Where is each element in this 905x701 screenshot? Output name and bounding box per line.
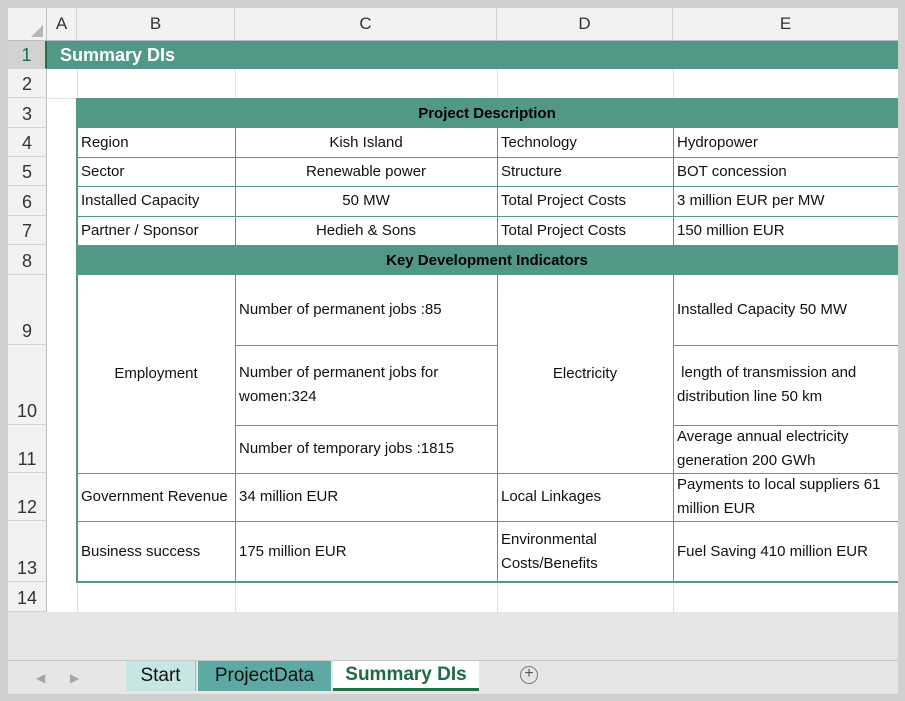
table-border [76, 98, 78, 583]
column-header-c[interactable]: C [235, 8, 497, 41]
table-border [673, 275, 674, 582]
row-header-3[interactable]: 3 [8, 98, 47, 128]
partner-sponsor-label[interactable]: Partner / Sponsor [81, 221, 199, 239]
kdi-header[interactable]: Key Development Indicators [76, 245, 898, 275]
row-header-11[interactable]: 11 [8, 425, 47, 473]
business-success-label[interactable]: Business success [81, 542, 201, 560]
environmental-label[interactable]: Environmental Costs/Benefits [501, 530, 598, 572]
sheet-background [8, 612, 898, 662]
total-project-costs-label[interactable]: Total Project Costs [501, 192, 627, 209]
row-header-8[interactable]: 8 [8, 245, 47, 275]
jobs-temporary[interactable]: Number of temporary jobs :1815 [239, 440, 455, 457]
table-border [673, 425, 898, 426]
electricity-label[interactable]: Electricity [552, 365, 618, 382]
row-header-13[interactable]: 13 [8, 521, 47, 582]
table-border [76, 473, 898, 474]
add-sheet-plus-icon[interactable]: + [520, 666, 538, 684]
total-project-costs-value[interactable]: 150 million EUR [677, 221, 785, 239]
row-header-2[interactable]: 2 [8, 69, 47, 98]
total-project-costs-label-2[interactable]: Total Project Costs [501, 221, 627, 239]
row-header-9[interactable]: 9 [8, 275, 47, 345]
installed-capacity-value[interactable]: 50 MW [342, 192, 390, 209]
tab-start[interactable]: Start [126, 661, 196, 691]
government-revenue-label[interactable]: Government Revenue [81, 488, 228, 505]
scroll-tabs-left-icon[interactable]: ◀ [36, 671, 46, 685]
scroll-tabs-right-icon[interactable]: ▶ [70, 671, 80, 685]
jobs-permanent[interactable]: Number of permanent jobs :85 [239, 301, 442, 318]
structure-value[interactable]: BOT concession [677, 162, 787, 180]
jobs-women[interactable]: Number of permanent jobs for women:324 [239, 364, 439, 405]
sector-label[interactable]: Sector [81, 162, 125, 180]
transmission-line[interactable]: length of transmission and distribution line 50 km [677, 364, 861, 405]
local-linkages-label[interactable]: Local Linkages [501, 488, 602, 505]
spreadsheet-grid[interactable] [8, 8, 898, 618]
row-header-5[interactable]: 5 [8, 157, 47, 186]
government-revenue-value[interactable]: 34 million EUR [239, 488, 339, 505]
column-header-a[interactable]: A [47, 8, 77, 41]
project-description-header[interactable]: Project Description [76, 98, 898, 128]
tab-projectdata[interactable]: ProjectData [198, 661, 331, 691]
tab-summary-dis[interactable]: Summary DIs [333, 661, 479, 691]
table-border [76, 521, 898, 522]
column-header-b[interactable]: B [77, 8, 235, 41]
region-label[interactable]: Region [81, 133, 129, 151]
excel-window [8, 8, 898, 694]
row-header-10[interactable]: 10 [8, 345, 47, 425]
row-header-14[interactable]: 14 [8, 582, 47, 612]
select-all-corner[interactable] [8, 8, 47, 41]
region-value[interactable]: Kish Island [329, 133, 403, 151]
sheet-tab-bar [8, 660, 898, 694]
row-header-4[interactable]: 4 [8, 128, 47, 157]
column-header-d[interactable]: D [497, 8, 673, 41]
sector-value[interactable]: Renewable power [305, 162, 427, 180]
installed-capacity-label[interactable]: Installed Capacity [81, 192, 200, 209]
row-header-7[interactable]: 7 [8, 216, 47, 245]
partner-sponsor-value[interactable]: Hedieh & Sons [315, 221, 417, 239]
table-border [235, 275, 236, 582]
column-header-e[interactable]: E [673, 8, 898, 41]
table-border [76, 157, 898, 158]
structure-label[interactable]: Structure [501, 162, 562, 180]
table-border [235, 425, 497, 426]
table-border [235, 345, 497, 346]
row-header-12[interactable]: 12 [8, 473, 47, 521]
local-linkages-value[interactable]: Payments to local suppliers 61 million EUR [677, 476, 881, 517]
cost-per-mw-value[interactable]: 3 million EUR per MW [677, 192, 825, 209]
technology-value[interactable]: Hydropower [677, 133, 758, 151]
sheet-title[interactable]: Summary DIs [47, 41, 898, 69]
table-border [76, 581, 898, 583]
business-success-value[interactable]: 175 million EUR [239, 542, 347, 560]
environmental-value[interactable]: Fuel Saving 410 million EUR [677, 542, 868, 560]
row-header-1[interactable]: 1 [8, 41, 47, 69]
installed-capacity-kdi[interactable]: Installed Capacity 50 MW [677, 301, 848, 318]
table-border [673, 345, 898, 346]
electricity-generation[interactable]: Average annual electricity generation 200 GWh [677, 428, 849, 469]
table-border [76, 186, 898, 187]
row-header-6[interactable]: 6 [8, 186, 47, 216]
select-all-triangle-icon [31, 25, 43, 37]
employment-label[interactable]: Employment [114, 365, 198, 382]
technology-label[interactable]: Technology [501, 133, 577, 151]
table-border [76, 216, 898, 217]
table-border [497, 275, 498, 582]
